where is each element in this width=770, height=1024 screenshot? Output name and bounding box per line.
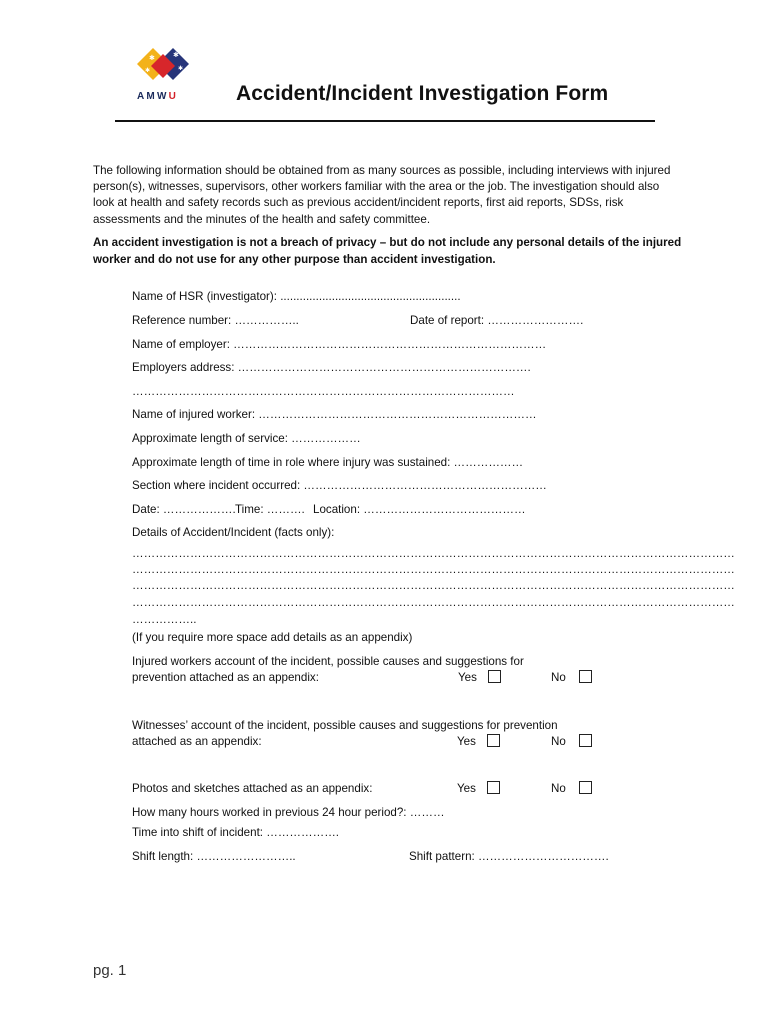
- location-field[interactable]: Location: ……………………………………: [313, 503, 526, 516]
- logo-diamonds-icon: [133, 44, 197, 90]
- witness-yes-label: Yes: [457, 735, 476, 748]
- injured-yes-checkbox[interactable]: [488, 670, 501, 683]
- shift-pattern-field[interactable]: Shift pattern: …………………………….: [409, 850, 609, 863]
- title-underline: [115, 120, 655, 122]
- employer-address-field[interactable]: Employers address: ………………………………………………………………….: [132, 361, 531, 374]
- svg-text:✱: ✱: [173, 51, 179, 59]
- photos-yes-label: Yes: [457, 782, 476, 795]
- photos-yes-checkbox[interactable]: [487, 781, 500, 794]
- witness-yes-checkbox[interactable]: [487, 734, 500, 747]
- witness-no-label: No: [551, 735, 566, 748]
- employer-address-continued-field[interactable]: ………………………………………………………………………………………: [132, 385, 515, 398]
- injured-no-label: No: [551, 671, 566, 684]
- svg-text:✱: ✱: [145, 67, 151, 74]
- appendix-note: (If you require more space add details as an appendix): [132, 631, 413, 644]
- reference-number-field[interactable]: Reference number: ……………..: [132, 314, 299, 327]
- time-field[interactable]: Time: ……….: [235, 503, 305, 516]
- hours-worked-field[interactable]: How many hours worked in previous 24 hour period?: ………: [132, 806, 445, 819]
- details-line[interactable]: …………………………………………………………………………………………………………………………………………: [132, 579, 735, 592]
- svg-text:✱: ✱: [149, 54, 155, 62]
- injured-yes-label: Yes: [458, 671, 477, 684]
- page-title: Accident/Incident Investigation Form: [236, 82, 609, 105]
- shift-length-field[interactable]: Shift length: ……………………..: [132, 850, 296, 863]
- details-line[interactable]: …………………………………………………………………………………………………………………………………………: [132, 547, 735, 560]
- photos-no-label: No: [551, 782, 566, 795]
- section-field[interactable]: Section where incident occurred: ………………………………………………………: [132, 479, 547, 492]
- injured-account-label: Injured workers account of the incident, possible causes and suggestions for: [132, 655, 524, 668]
- injured-no-checkbox[interactable]: [579, 670, 592, 683]
- details-line[interactable]: …………………………………………………………………………………………………………………………………………: [132, 596, 735, 609]
- privacy-note: An accident investigation is not a breach of privacy – but do not include any personal details of the injured worker and do not use for any other purpose than accident investigation.: [93, 236, 682, 266]
- date-field[interactable]: Date: ……………….: [132, 503, 236, 516]
- photos-label: Photos and sketches attached as an appendix:: [132, 782, 373, 795]
- witness-account-label: Witnesses’ account of the incident, possible causes and suggestions for prevention: [132, 719, 558, 732]
- witness-no-checkbox[interactable]: [579, 734, 592, 747]
- svg-text:✱: ✱: [178, 65, 184, 72]
- employer-field[interactable]: Name of employer: ………………………………………………………………………: [132, 338, 547, 351]
- witness-account-label-cont: attached as an appendix:: [132, 735, 262, 748]
- hsr-field[interactable]: Name of HSR (investigator): ........................................................: [132, 290, 461, 303]
- logo-wordmark: AMWU: [137, 91, 179, 102]
- time-into-shift-field[interactable]: Time into shift of incident: ……………….: [132, 826, 340, 839]
- details-line[interactable]: …………………………………………………………………………………………………………………………………………: [132, 563, 735, 576]
- intro-paragraph: The following information should be obtained from as many sources as possible, including interviews with injured person(s), witnesses, supervisors, other workers familiar with the area or the job. The investigation should also look at health and safety records such as previous accident/incident reports, first aid reports, SDSs, risk assessments and the minutes of the health and safety committee.: [93, 164, 671, 226]
- details-line[interactable]: ……………..: [132, 613, 197, 626]
- injured-account-label-cont: prevention attached as an appendix:: [132, 671, 319, 684]
- date-of-report-field[interactable]: Date of report: …………………….: [410, 314, 584, 327]
- amwu-logo: [133, 44, 197, 104]
- page-number: pg. 1: [93, 962, 127, 979]
- length-in-role-field[interactable]: Approximate length of time in role where injury was sustained: ………………: [132, 456, 524, 469]
- length-of-service-field[interactable]: Approximate length of service: ………………: [132, 432, 361, 445]
- photos-no-checkbox[interactable]: [579, 781, 592, 794]
- injured-worker-field[interactable]: Name of injured worker: ………………………………………………………………: [132, 408, 537, 421]
- details-label: Details of Accident/Incident (facts only):: [132, 526, 335, 539]
